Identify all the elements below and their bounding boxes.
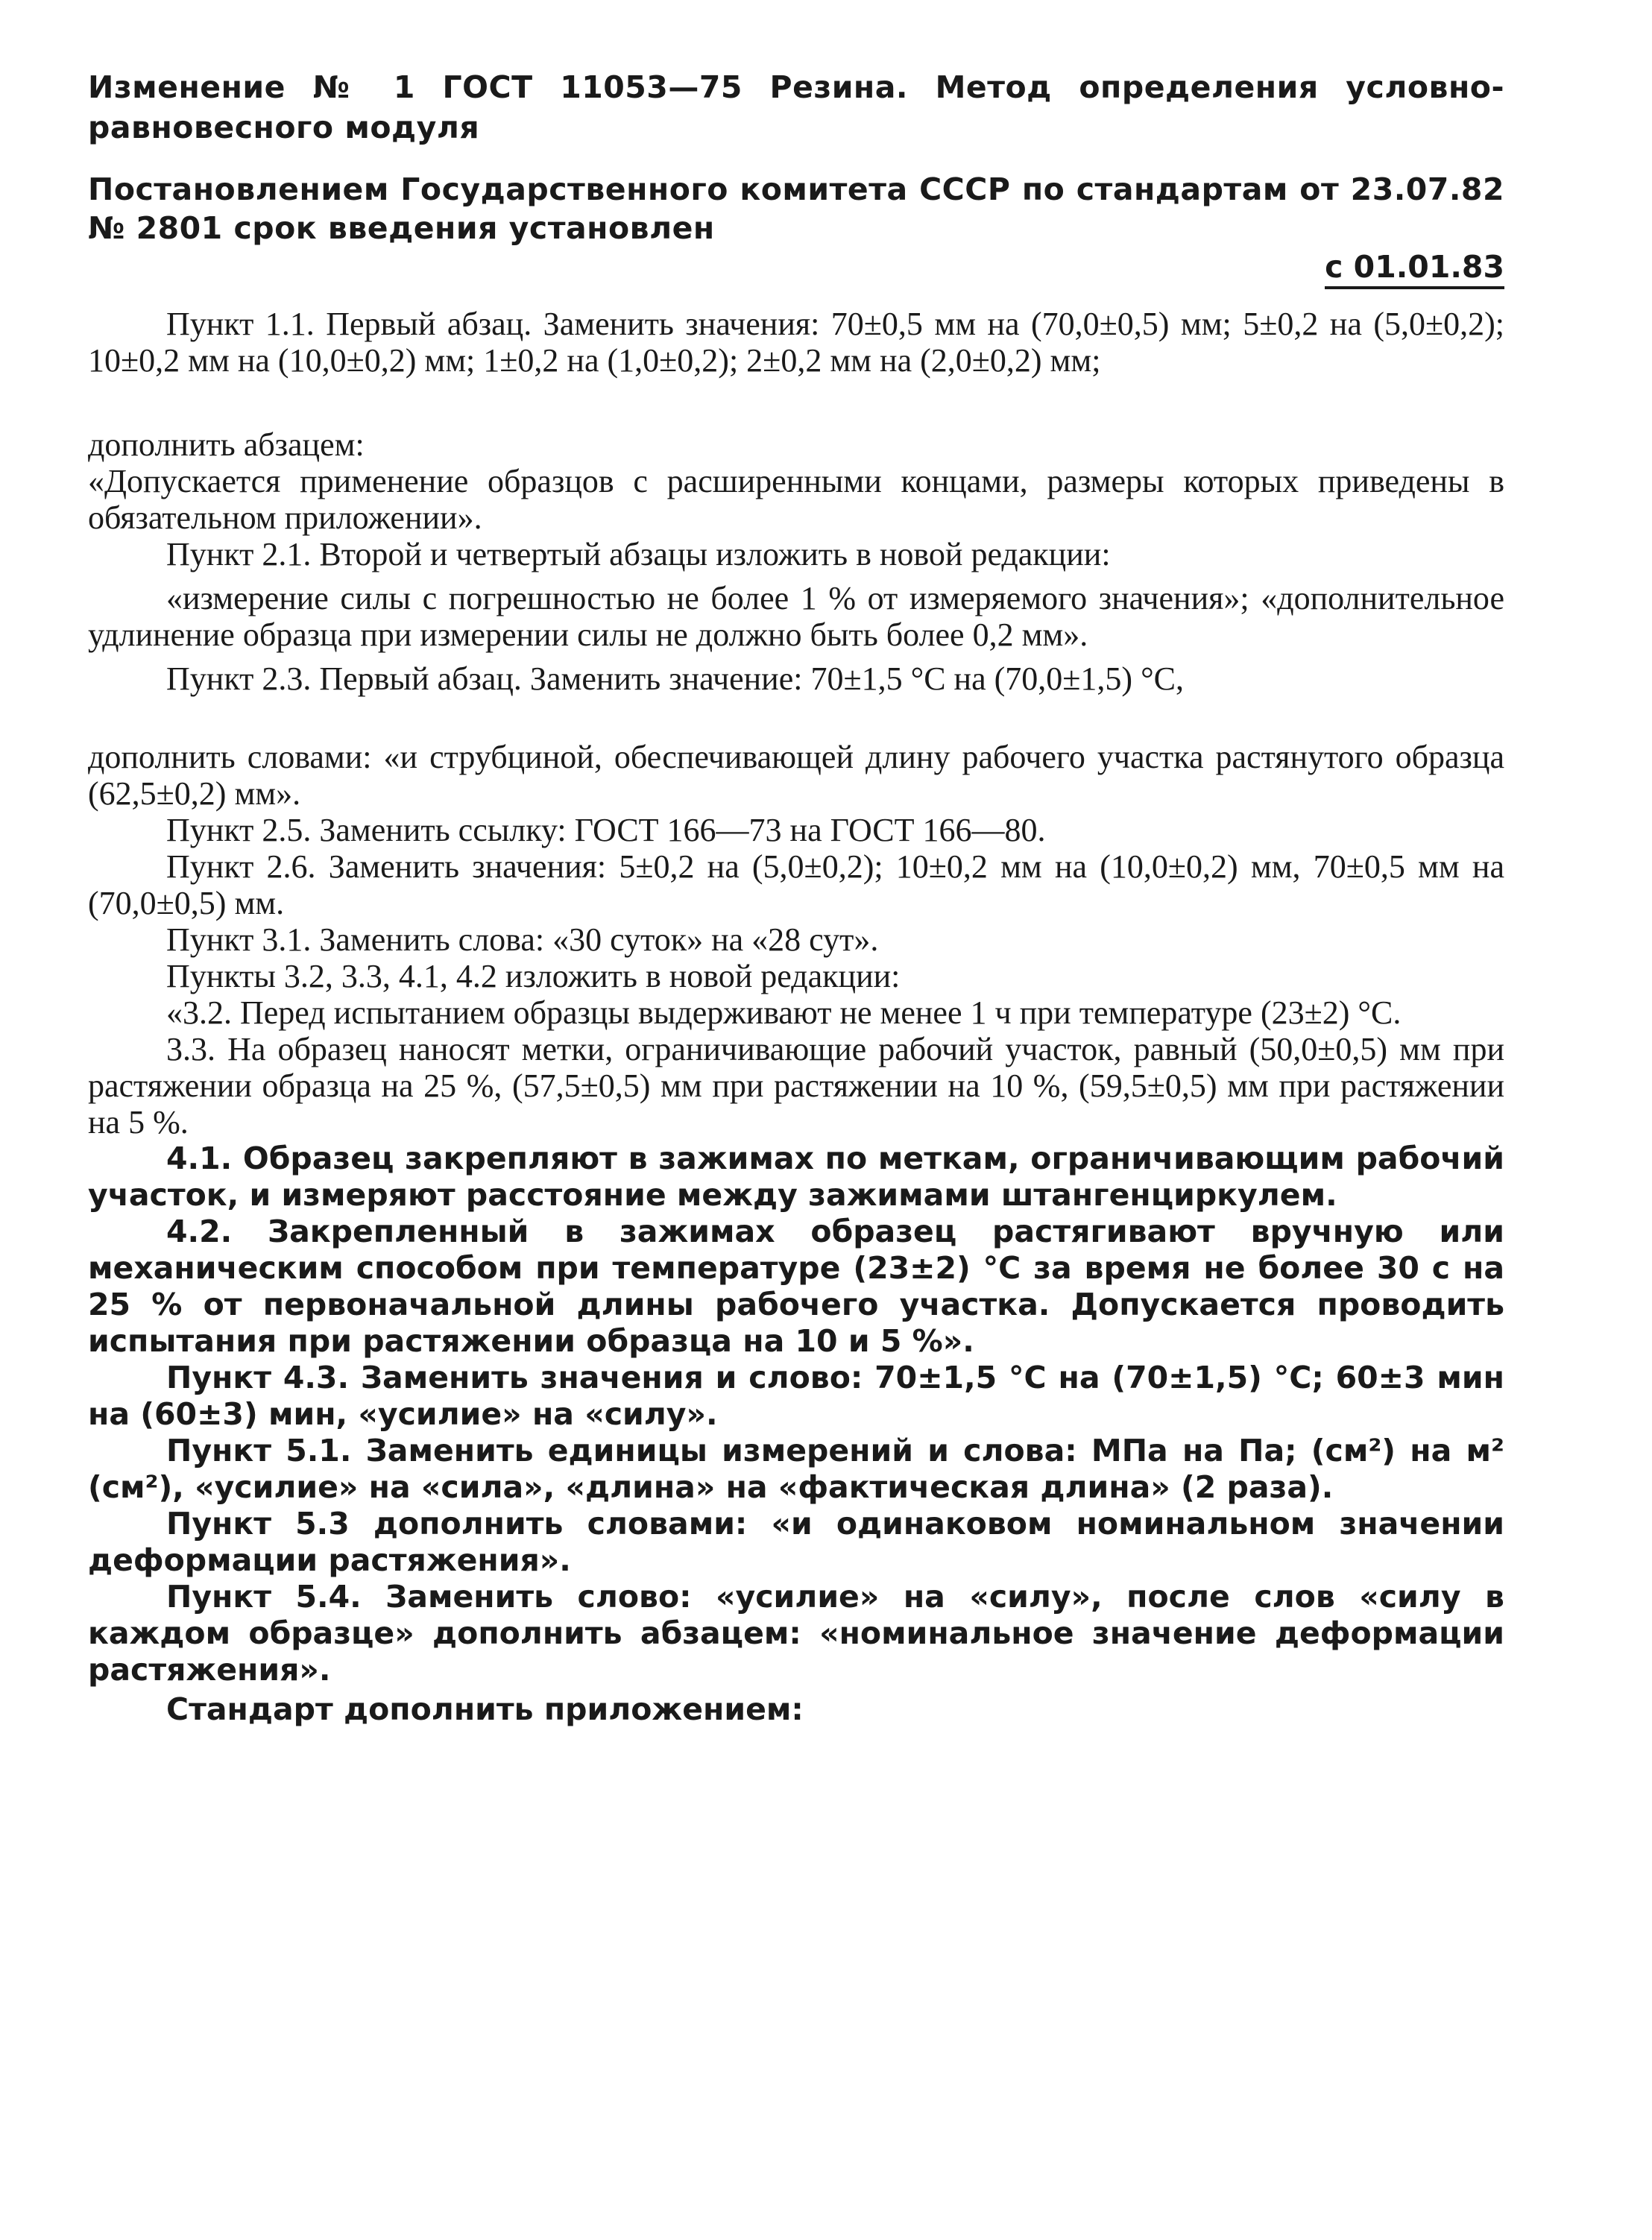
paragraph: Пункты 3.2, 3.3, 4.1, 4.2 изложить в новой редакции: xyxy=(166,958,901,994)
document-page xyxy=(88,67,1504,1728)
paragraph: дополнить словами: «и струбциной, обеспечивающей длину рабочего участка растянутого образца (62,5±0,2) мм». xyxy=(88,739,1504,812)
decree-text: Постановлением Государственного комитета СССР по стандартам от 23.07.82 № 2801 срок введения установлен xyxy=(88,171,1504,246)
paragraph: Пункт 2.6. Заменить значения: 5±0,2 на (5,0±0,2); 10±0,2 мм на (10,0±0,2) мм, 70±0,5 мм на (70,0±0,5) мм. xyxy=(88,848,1504,921)
paragraph: Пункт 5.1. Заменить единицы измерений и слова: МПа на Па; (см²) на м² (см²), «усилие» на «сила», «длина» на «фактическая длина» (2 раза). xyxy=(88,1433,1504,1505)
paragraph: 4.1. Образец закрепляют в зажимах по меткам, ограничивающим рабочий участок, и измеряют расстояние между зажимами штангенциркулем. xyxy=(88,1140,1504,1213)
paragraph: «измерение силы с погрешностью не более 1 % от измеряемого значения»; «дополнительное удлинение образца при измерении силы не должно быть более 0,2 мм». xyxy=(88,580,1504,653)
paragraph: дополнить абзацем: xyxy=(88,426,365,463)
paragraph: Стандарт дополнить приложением: xyxy=(166,1691,804,1727)
paragraph: Пункт 2.1. Второй и четвертый абзацы изложить в новой редакции: xyxy=(166,536,1111,572)
paragraph: Пункт 1.1. Первый абзац. Заменить значения: 70±0,5 мм на (70,0±0,5) мм; 5±0,2 на (5,0±0,2); 10±0,2 мм на (10,0±0,2) мм; 1±0,2 на (1,0±0,2); 2±0,2 мм на (2,0±0,2) мм; xyxy=(88,306,1504,379)
paragraph: Пункт 4.3. Заменить значения и слово: 70±1,5 °С на (70±1,5) °С; 60±3 мин на (60±3) мин, «усилие» на «силу». xyxy=(88,1360,1504,1432)
effective-date: с 01.01.83 xyxy=(1325,249,1504,289)
paragraph: «3.2. Перед испытанием образцы выдерживают не менее 1 ч при температуре (23±2) °С. xyxy=(166,994,1402,1031)
paragraph: Пункт 5.4. Заменить слово: «усилие» на «силу», после слов «силу в каждом образце» дополнить абзацем: «номинальное значение деформации растяжения». xyxy=(88,1579,1504,1688)
paragraph: 4.2. Закрепленный в зажимах образец растягивают вручную или механическим способом при температуре (23±2) °С за время не более 30 с на 25 % от первоначальной длины рабочего участка. Допускается проводить испытания при растяжении образца на 10 и 5 %». xyxy=(88,1214,1504,1359)
document-title: Изменение № 1 ГОСТ 11053—75 Резина. Метод определения условно-равновесного модуля xyxy=(88,69,1504,145)
paragraph: 3.3. На образец наносят метки, ограничивающие рабочий участок, равный (50,0±0,5) мм при растяжении образца на 25 %, (57,5±0,5) мм при растяжении на 10 %, (59,5±0,5) мм при растяжении на 5 %. xyxy=(88,1031,1504,1140)
effective-date-line xyxy=(88,247,1504,286)
paragraph: Пункт 5.3 дополнить словами: «и одинаковом номинальном значении деформации растяжения». xyxy=(88,1506,1504,1578)
paragraph: Пункт 2.5. Заменить ссылку: ГОСТ 166—73 на ГОСТ 166—80. xyxy=(166,812,1046,848)
paragraph: Пункт 2.3. Первый абзац. Заменить значение: 70±1,5 °С на (70,0±1,5) °С, xyxy=(166,660,1185,697)
paragraph: Пункт 3.1. Заменить слова: «30 суток» на «28 сут». xyxy=(166,921,879,958)
paragraph: «Допускается применение образцов с расширенными концами, размеры которых приведены в обязательном приложении». xyxy=(88,463,1504,536)
